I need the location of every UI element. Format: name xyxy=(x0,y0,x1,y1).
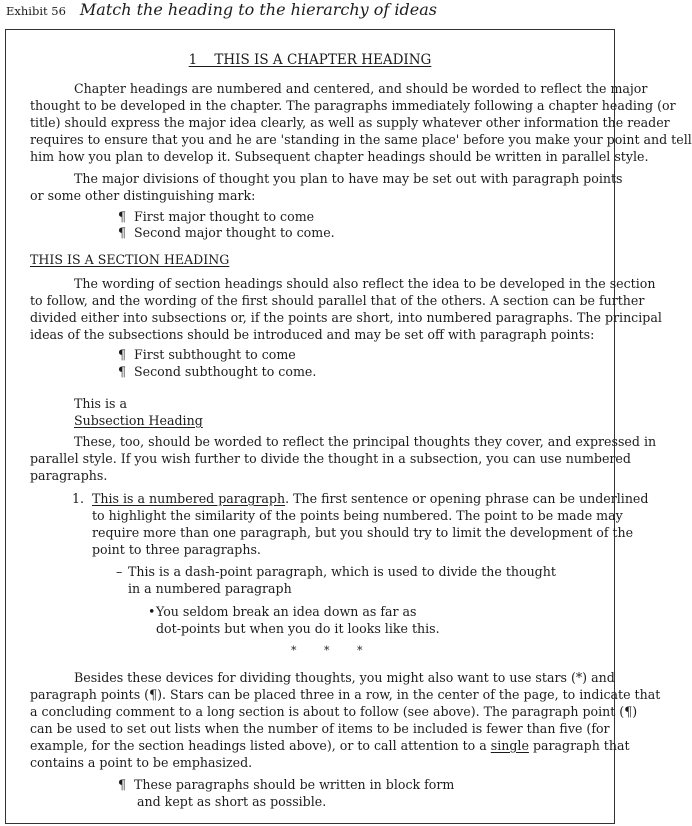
dash-line-2: in a numbered paragraph xyxy=(128,581,292,596)
divisions-para-line-2: or some other distinguishing mark: xyxy=(30,188,256,203)
chapter-heading: 1 THIS IS A CHAPTER HEADING xyxy=(188,52,432,68)
paragraph-mark-icon: ¶ xyxy=(118,209,127,224)
exhibit-title: Match the heading to the hierarchy of ideas xyxy=(79,0,437,19)
dot-line-1: You seldom break an idea down as far as xyxy=(156,604,417,619)
divisions-para-line-1: The major divisions of thought you plan to have may be set out with paragraph points xyxy=(74,171,623,186)
exhibit-number: Exhibit 56 xyxy=(6,4,66,18)
final-point-line-1: ¶ These paragraphs should be written in block form xyxy=(118,777,455,792)
subsection-para-line-1: These, too, should be worded to reflect the principal thoughts they cover, and expressed in xyxy=(74,434,657,449)
sub-point-1: ¶ First subthought to come xyxy=(118,347,296,362)
chapter-para-line-2: thought to be developed in the chapter. The paragraphs immediately following a chapter heading (or xyxy=(30,98,676,113)
numbered-first-line: This is a numbered paragraph. The first sentence or opening phrase can be underlined xyxy=(92,491,649,506)
dash-marker: – xyxy=(116,564,123,579)
besides-para-line-5: example, for the section headings listed above), or to call attention to a single paragraph that xyxy=(30,738,630,753)
major-point-1: ¶ First major thought to come xyxy=(118,209,315,224)
chapter-para-line-5: him how you plan to develop it. Subsequent chapter headings should be written in parallel style. xyxy=(30,149,649,164)
numbered-line-4: point to three paragraphs. xyxy=(92,542,261,557)
dot-marker: • xyxy=(148,604,156,619)
final-point-line-2: and kept as short as possible. xyxy=(137,794,327,809)
chapter-para-line-3: title) should express the major idea clearly, as well as supply whatever other information the reader xyxy=(30,115,670,130)
besides-para-line-6: contains a point to be emphasized. xyxy=(30,755,253,770)
dot-line-2: dot-points but when you do it looks like this. xyxy=(156,621,440,636)
besides-para-line-2: paragraph points (¶). Stars can be placed three in a row, in the center of the page, to indicate that xyxy=(30,687,661,702)
subsection-prefix: This is a xyxy=(74,396,128,411)
paragraph-mark-icon: ¶ xyxy=(118,777,127,792)
section-para-line-4: ideas of the subsections should be introduced and may be set off with paragraph points: xyxy=(30,327,595,342)
besides-para-line-1: Besides these devices for dividing thoughts, you might also want to use stars (*) and xyxy=(74,670,615,685)
subsection-para-line-3: paragraphs. xyxy=(30,468,108,483)
besides-para-line-3: a concluding comment to a long section is about to follow (see above). The paragraph point (¶) xyxy=(30,704,638,719)
paragraph-mark-icon: ¶ xyxy=(118,347,127,362)
besides-para-line-4: can be used to set out lists when the number of items to be included is fewer than five (for xyxy=(30,721,610,736)
paragraph-mark-icon: ¶ xyxy=(118,225,127,240)
numbered-marker: 1. xyxy=(72,491,85,506)
section-para-line-3: divided either into subsections or, if the points are short, into numbered paragraphs. The principal xyxy=(30,310,662,325)
sub-point-2: ¶ Second subthought to come. xyxy=(118,364,317,379)
major-point-2: ¶ Second major thought to come. xyxy=(118,225,335,240)
subsection-para-line-2: parallel style. If you wish further to divide the thought in a subsection, you can use numbered xyxy=(30,451,631,466)
chapter-para-line-4: requires to ensure that you and he are 'standing in the same place' before you make your point and tell xyxy=(30,132,692,147)
numbered-line-2: to highlight the similarity of the points being numbered. The point to be made may xyxy=(92,508,623,523)
section-heading: THIS IS A SECTION HEADING xyxy=(30,252,230,267)
dash-line-1: This is a dash-point paragraph, which is used to divide the thought xyxy=(128,564,556,579)
section-para-line-2: to follow, and the wording of the first should parallel that of the others. A section can be further xyxy=(30,293,645,308)
exhibit-header xyxy=(6,0,437,20)
chapter-para-line-1: Chapter headings are numbered and centered, and should be worded to reflect the major xyxy=(74,81,648,96)
numbered-line-3: require more than one paragraph, but you should try to limit the development of the xyxy=(92,525,634,540)
paragraph-mark-icon: ¶ xyxy=(118,364,127,379)
exhibit-frame xyxy=(5,29,692,824)
subsection-heading: Subsection Heading xyxy=(74,413,203,428)
section-stars: * * * xyxy=(291,644,375,657)
section-para-line-1: The wording of section headings should also reflect the idea to be developed in the section xyxy=(74,276,656,291)
